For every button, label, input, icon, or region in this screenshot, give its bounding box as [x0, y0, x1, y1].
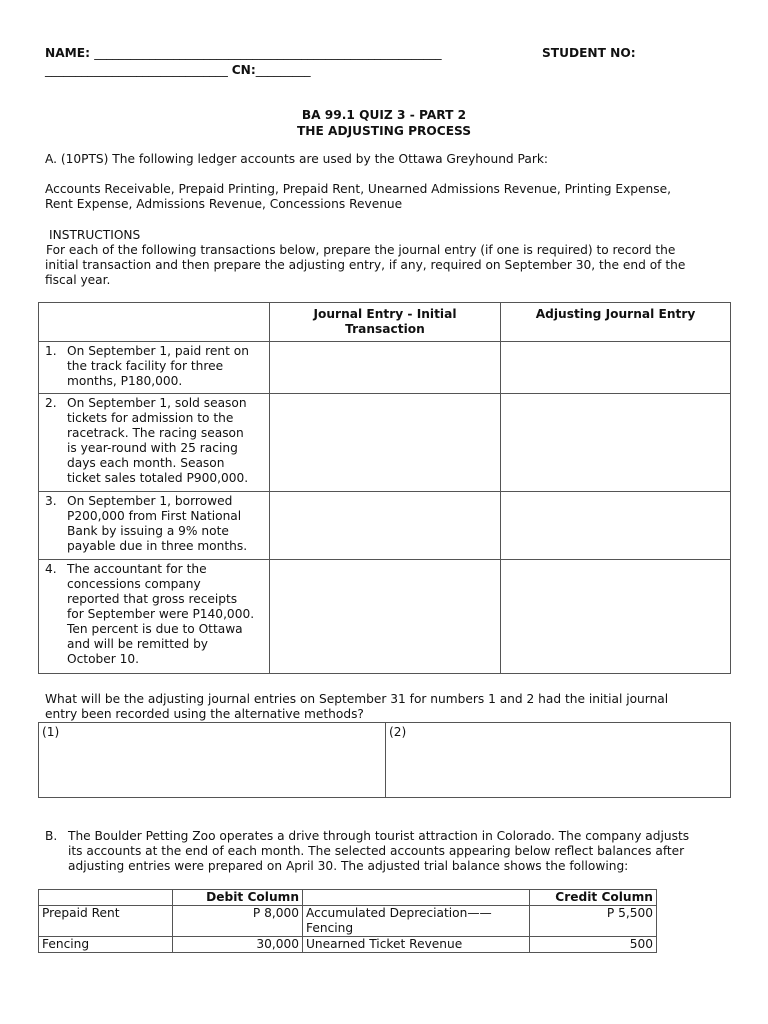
instructions-line-1: For each of the following transactions below, prepare the journal entry (if one is required) to record the — [46, 243, 676, 257]
transaction-1-adjusting-answer[interactable] — [501, 342, 731, 394]
credit-account-line1: Accumulated Depreciation—— — [306, 906, 492, 920]
transaction-2-num: 2. — [45, 396, 57, 410]
name-field-label — [45, 46, 442, 60]
instructions-line-2: initial transaction and then prepare the adjusting entry, if any, required on September 30, the end of the — [45, 258, 686, 272]
transaction-3-line: On September 1, borrowed — [67, 494, 233, 508]
transaction-1-initial-answer[interactable] — [270, 342, 501, 394]
alternative-methods-row — [39, 723, 731, 798]
transaction-4-num: 4. — [45, 562, 57, 576]
transaction-4-initial-answer[interactable] — [270, 560, 501, 674]
transaction-2-line: is year-round with 25 racing — [67, 441, 238, 455]
debit-amount: 30,000 — [173, 937, 303, 953]
credit-account-line2: Fencing — [306, 921, 354, 935]
transactions-header-row — [39, 303, 731, 342]
debit-account-header-blank — [39, 890, 173, 906]
table-row — [39, 906, 657, 937]
transaction-4-line: Ten percent is due to Ottawa — [67, 622, 243, 636]
transaction-4-cell — [39, 560, 270, 674]
initial-entry-header — [270, 303, 501, 342]
debit-column-header: Debit Column — [173, 890, 303, 906]
initial-entry-header-line2: Transaction — [345, 322, 425, 336]
cn-label: CN: — [231, 63, 256, 77]
transaction-3-adjusting-answer[interactable] — [501, 492, 731, 560]
student-no-label: STUDENT NO: — [542, 46, 636, 60]
transaction-2-line: ticket sales totaled P900,000. — [67, 471, 249, 485]
credit-account-header-blank — [303, 890, 530, 906]
transaction-3-initial-answer[interactable] — [270, 492, 501, 560]
instructions-heading: INSTRUCTIONS — [49, 228, 141, 242]
debit-account: Prepaid Rent — [39, 906, 173, 937]
initial-entry-header-line1: Journal Entry - Initial — [313, 307, 457, 321]
followup-line-2: entry been recorded using the alternative methods? — [45, 707, 364, 721]
transaction-1-line: months, P180,000. — [67, 374, 183, 388]
transaction-1-line: the track facility for three — [67, 359, 224, 373]
followup-line-1: What will be the adjusting journal entries on September 31 for numbers 1 and 2 had the initial journal — [45, 692, 669, 706]
quiz-subtitle: THE ADJUSTING PROCESS — [296, 124, 472, 138]
transaction-2-line: racetrack. The racing season — [67, 426, 244, 440]
table-row — [39, 937, 657, 953]
accounts-line-2: Rent Expense, Admissions Revenue, Concessions Revenue — [45, 197, 403, 211]
transaction-2-line: days each month. Season — [67, 456, 225, 470]
alternative-2-label: (2) — [389, 725, 407, 739]
transaction-4-line: concessions company — [67, 577, 201, 591]
transaction-4-adjusting-answer[interactable] — [501, 560, 731, 674]
alternative-1-label: (1) — [42, 725, 60, 739]
transaction-3-num: 3. — [45, 494, 57, 508]
quiz-title: BA 99.1 QUIZ 3 - PART 2 — [301, 108, 467, 122]
transaction-2-line: tickets for admission to the — [67, 411, 234, 425]
adjusting-entry-header: Adjusting Journal Entry — [501, 303, 731, 342]
section-b-line-3: adjusting entries were prepared on April 30. The adjusted trial balance shows the following: — [68, 859, 629, 873]
credit-amount: P 5,500 — [530, 906, 657, 937]
instructions-line-3: fiscal year. — [45, 273, 111, 287]
transactions-table — [38, 302, 731, 674]
debit-account: Fencing — [39, 937, 173, 953]
alternative-2-answer[interactable] — [386, 723, 731, 798]
transaction-4-line: for September were P140,000. — [67, 607, 255, 621]
credit-account: Unearned Ticket Revenue — [303, 937, 530, 953]
transaction-1-cell — [39, 342, 270, 394]
transaction-3-line: P200,000 from First National — [67, 509, 242, 523]
transaction-4-line: The accountant for the — [67, 562, 207, 576]
alternative-1-answer[interactable] — [39, 723, 386, 798]
transaction-1-line: On September 1, paid rent on — [67, 344, 249, 358]
blank-header-cell — [39, 303, 270, 342]
transaction-1-num: 1. — [45, 344, 57, 358]
transaction-2-cell — [39, 394, 270, 492]
transaction-3-line: Bank by issuing a 9% note — [67, 524, 229, 538]
table-row — [39, 394, 731, 492]
table-row — [39, 342, 731, 394]
accounts-line-1: Accounts Receivable, Prepaid Printing, Prepaid Rent, Unearned Admissions Revenue, Printing Expense, — [45, 182, 671, 196]
section-b-line-2: its accounts at the end of each month. The selected accounts appearing below reflect balances after — [68, 844, 685, 858]
section-b-label: B. — [45, 829, 58, 843]
alternative-methods-table — [38, 722, 731, 798]
transaction-2-initial-answer[interactable] — [270, 394, 501, 492]
cn-blank[interactable]: _________ — [255, 63, 311, 77]
transaction-3-cell — [39, 492, 270, 560]
transaction-2-line: On September 1, sold season — [67, 396, 247, 410]
transaction-2-adjusting-answer[interactable] — [501, 394, 731, 492]
trial-balance-table — [38, 889, 657, 953]
credit-column-header: Credit Column — [530, 890, 657, 906]
transaction-4-line: reported that gross receipts — [67, 592, 238, 606]
table-row — [39, 560, 731, 674]
transaction-4-line: and will be remitted by — [67, 637, 209, 651]
debit-amount: P 8,000 — [173, 906, 303, 937]
transaction-3-line: payable due in three months. — [67, 539, 248, 553]
credit-account — [303, 906, 530, 937]
table-row — [39, 492, 731, 560]
name-blank[interactable]: _________________________________________________________ — [94, 46, 442, 60]
credit-amount: 500 — [530, 937, 657, 953]
transaction-4-line: October 10. — [67, 652, 140, 666]
trial-balance-header-row — [39, 890, 657, 906]
line2-blank[interactable]: ______________________________ — [45, 63, 228, 77]
name-label: NAME: — [45, 46, 90, 60]
section-a-intro: A. (10PTS) The following ledger accounts are used by the Ottawa Greyhound Park: — [45, 152, 548, 166]
header-line-2 — [45, 63, 311, 77]
section-b-line-1: The Boulder Petting Zoo operates a drive through tourist attraction in Colorado. The company adjusts — [68, 829, 690, 843]
